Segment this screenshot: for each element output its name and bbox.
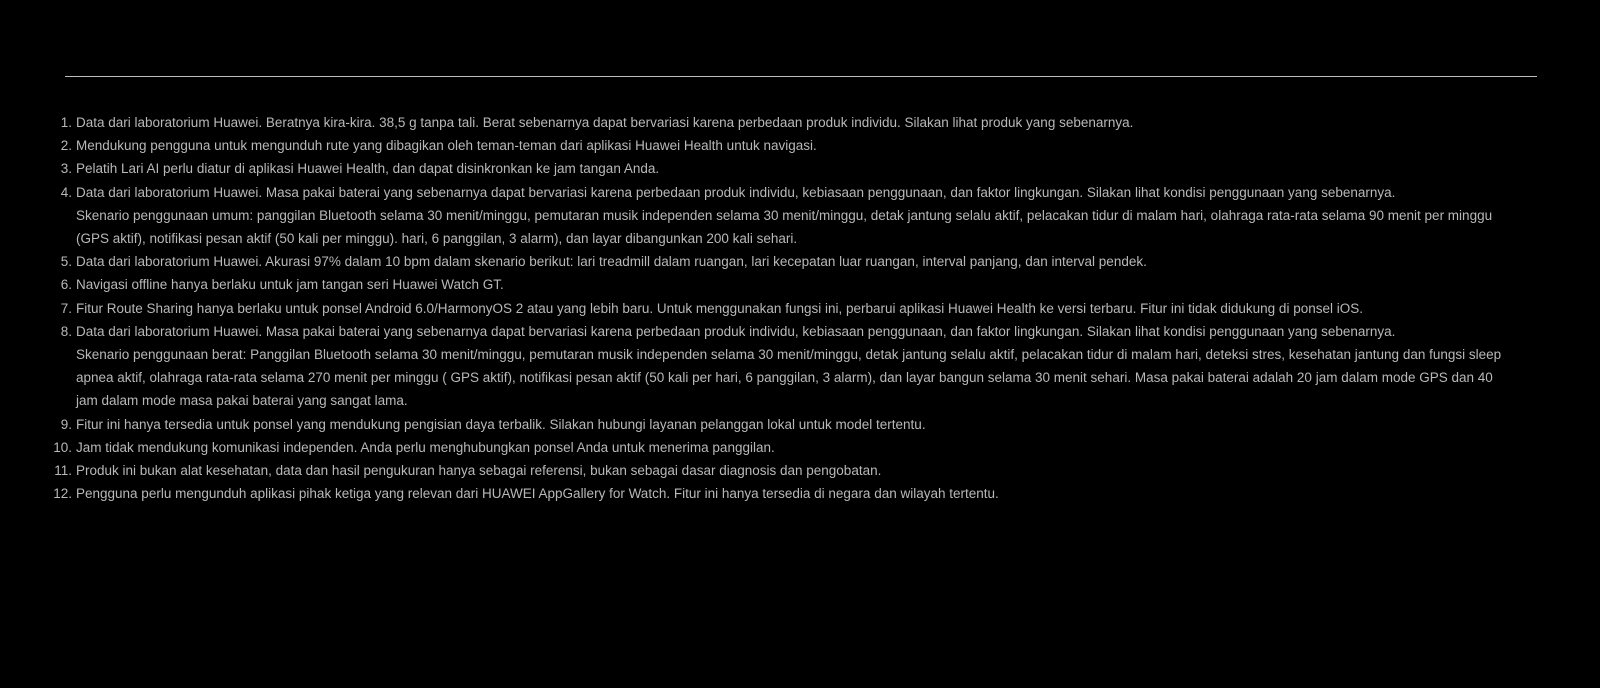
footnote-number: 5. [60,254,72,270]
footnote-number: 6. [60,277,72,293]
footnote-text: Jam tidak mendukung komunikasi independen. Anda perlu menghubungkan ponsel Anda untuk menerima panggilan. [76,439,775,455]
footnote-text: Pengguna perlu mengunduh aplikasi pihak ketiga yang relevan dari HUAWEI AppGallery for Watch. Fitur ini hanya tersedia di negara dan wilayah tertentu. [76,486,999,502]
footnote-text: Data dari laboratorium Huawei. Masa pakai baterai yang sebenarnya dapat bervariasi karena perbedaan produk individu, kebiasaan penggunaan, dan faktor lingkungan. Silakan lihat kondisi penggunaan yang sebenarnya. [76,323,1396,339]
footnote-text: Fitur Route Sharing hanya berlaku untuk ponsel Android 6.0/HarmonyOS 2 atau yang lebih baru. Untuk menggunakan fungsi ini, perbarui aplikasi Huawei Health ke versi terbaru. Fitur ini tidak didukung di ponsel iOS. [76,300,1363,316]
footnote-number: 11. [54,463,72,479]
footnote-text: Produk ini bukan alat kesehatan, data dan hasil pengukuran hanya sebagai referensi, bukan sebagai dasar diagnosis dan pengobatan. [76,463,882,479]
footnote-text: Data dari laboratorium Huawei. Beratnya kira-kira. 38,5 g tanpa tali. Berat sebenarnya dapat bervariasi karena perbedaan produk individu. Silakan lihat produk yang sebenarnya. [76,115,1134,130]
footnote-number: 1. [60,115,72,130]
footnote-text: Pelatih Lari AI perlu diatur di aplikasi Huawei Health, dan dapat disinkronkan ke jam tangan Anda. [76,161,660,177]
footnote-item [60,134,1516,157]
footnotes-divider [65,76,1537,77]
footnote-number: 9. [60,416,72,432]
footnote-text: Fitur ini hanya tersedia untuk ponsel yang mendukung pengisian daya terbalik. Silakan hubungi layanan pelanggan lokal untuk model tertentu. [76,416,926,432]
footnote-number: 8. [60,323,72,339]
footnote-text: Mendukung pengguna untuk mengunduh rute yang dibagikan oleh teman-teman dari aplikasi Huawei Health untuk navigasi. [76,138,817,154]
footnote-item [53,436,1516,459]
footnote-item [60,250,1516,273]
footnote-item [60,320,1516,413]
footnote-item [60,273,1516,296]
footnote-item [60,157,1516,180]
footnote-item [60,111,1516,134]
footnote-item [54,459,1516,482]
footnote-item [53,482,1516,505]
footnote-item [60,181,1516,251]
footnote-scenario-text: Skenario penggunaan berat: Panggilan Bluetooth selama 30 menit/minggu, pemutaran musik independen selama 30 menit/minggu, detak jantung selalu aktif, pelacakan tidur di malam hari, deteksi stres, kesehatan jantung dan fungsi sleep apnea aktif, olahraga rata-rata selama 270 menit per minggu ( GPS aktif), notifikasi pesan aktif (50 kali per hari, 6 panggilan, 3 alarm), dan layar bangun selama 30 menit sehari. Masa pakai baterai adalah 20 jam dalam mode GPS dan 40 jam dalam mode masa pakai baterai yang sangat lama. [76,347,1502,409]
footnote-text: Data dari laboratorium Huawei. Masa pakai baterai yang sebenarnya dapat bervariasi karena perbedaan produk individu, kebiasaan penggunaan, dan faktor lingkungan. Silakan lihat kondisi penggunaan yang sebenarnya. [76,184,1396,200]
footnote-item [60,413,1516,436]
footnote-text: Data dari laboratorium Huawei. Akurasi 97% dalam 10 bpm dalam skenario berikut: lari treadmill dalam ruangan, lari kecepatan luar ruangan, interval panjang, dan interval pendek. [76,254,1147,270]
footnote-number: 12. [53,486,72,502]
footnote-number: 2. [60,138,72,154]
footnote-number: 7. [60,300,72,316]
footnote-number: 4. [60,184,72,200]
footnote-number: 3. [60,161,72,177]
footnote-scenario-text: Skenario penggunaan umum: panggilan Bluetooth selama 30 menit/minggu, pemutaran musik independen selama 30 menit/minggu, detak jantung selalu aktif, pelacakan tidur di malam hari, olahraga rata-rata selama 90 menit per minggu (GPS aktif), notifikasi pesan aktif (50 kali per minggu). hari, 6 panggilan, 3 alarm), dan layar dibangunkan 200 kali sehari. [76,207,1493,247]
footnote-text: Navigasi offline hanya berlaku untuk jam tangan seri Huawei Watch GT. [76,277,504,293]
footnote-item [60,297,1516,320]
footnote-number: 10. [53,439,72,455]
footnotes-list [53,111,1516,505]
